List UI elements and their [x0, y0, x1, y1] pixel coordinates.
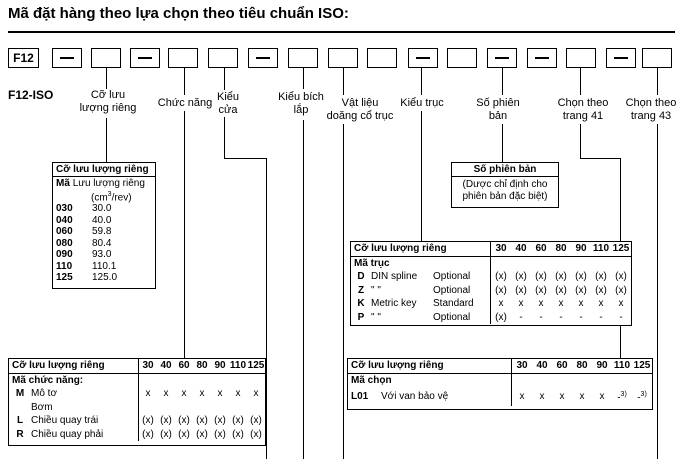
function-name: Chiều quay trái — [31, 414, 139, 428]
function-availability — [229, 401, 247, 415]
empty-cell — [511, 257, 531, 271]
displacement-table-header: Cỡ lưu lượng riêng — [53, 163, 155, 177]
displacement-value: 125.0 — [92, 272, 118, 284]
table-subheader-row — [348, 374, 652, 388]
empty-cell — [247, 374, 265, 388]
shaft-availability: - — [619, 311, 623, 323]
empty-cell — [229, 374, 247, 388]
label-seal: Vật liệu doăng cổ trục — [326, 97, 394, 122]
code-box-dash — [487, 48, 517, 68]
shaft-availability: x — [578, 298, 584, 309]
version-table-header: Số phiên bản — [452, 163, 558, 177]
shaft-code: Z — [357, 284, 365, 296]
label-option43: Chọn theo trang 43 — [625, 97, 677, 122]
function-table — [8, 358, 266, 446]
size-header: 110 — [229, 359, 247, 374]
function-availability: x — [253, 388, 259, 399]
code-box-type — [208, 48, 238, 68]
function-availability: x — [163, 388, 169, 399]
code-box-option41 — [566, 48, 596, 68]
shaft-availability: (x) — [575, 271, 587, 282]
shaft-availability: (x) — [615, 271, 627, 282]
size-header: 80 — [572, 359, 592, 374]
shaft-availability: x — [518, 298, 524, 309]
shaft-code: P — [357, 311, 365, 323]
shaft-availability: x — [618, 298, 624, 309]
function-availability: (x) — [250, 415, 262, 426]
function-code: R — [16, 428, 24, 440]
displacement-value: 40.0 — [92, 214, 112, 226]
shaft-name: " " — [371, 311, 381, 323]
table-subheader: Mã trục — [351, 257, 491, 271]
displacement-code: 040 — [56, 214, 73, 226]
displacement-code: 090 — [56, 249, 73, 261]
table-header-row — [9, 359, 265, 374]
label-port-type: Kiểu cửa — [216, 91, 240, 116]
function-availability: (x) — [142, 428, 154, 440]
table-header: Cỡ lưu lượng riêng — [348, 359, 512, 374]
option-availability: x — [599, 390, 605, 402]
function-table-grid — [9, 359, 265, 441]
shaft-availability: (x) — [515, 271, 527, 282]
function-availability: x — [199, 388, 205, 399]
version-table-note: (Dược chỉ định cho phiên bản đặc biệt) — [462, 179, 548, 202]
shaft-row — [351, 270, 631, 284]
function-availability: (x) — [178, 415, 190, 426]
version-table — [451, 162, 559, 208]
size-header: 80 — [193, 359, 211, 374]
code-box-shaft — [367, 48, 397, 68]
empty-cell — [552, 374, 572, 388]
function-availability — [157, 401, 175, 415]
empty-cell — [591, 257, 611, 271]
function-availability: (x) — [160, 415, 172, 426]
function-code — [9, 401, 31, 415]
empty-cell — [611, 257, 631, 271]
code-box-dash — [130, 48, 160, 68]
option-availability: x — [539, 390, 545, 402]
empty-cell — [592, 374, 612, 388]
option-name: Với van bảo vệ — [381, 387, 512, 406]
displacement-row — [56, 261, 117, 273]
size-header: 125 — [247, 359, 265, 374]
shaft-name: " " — [371, 284, 381, 296]
table-subheader-row — [351, 257, 631, 271]
displacement-row — [56, 215, 117, 227]
code-box-flange — [288, 48, 318, 68]
function-availability — [175, 401, 193, 415]
shaft-availability: (x) — [595, 284, 607, 296]
function-availability: (x) — [232, 415, 244, 426]
size-header: 30 — [512, 359, 533, 374]
function-availability: (x) — [214, 428, 226, 440]
empty-cell — [572, 374, 592, 388]
displacement-code: 110 — [56, 260, 73, 272]
displacement-value: 59.8 — [92, 226, 112, 238]
shaft-option: Optional — [433, 284, 491, 298]
option-availability: x — [579, 390, 585, 402]
options-table-grid — [348, 359, 652, 406]
size-header: 90 — [592, 359, 612, 374]
size-header: 80 — [551, 242, 571, 257]
code-box-displacement — [91, 48, 121, 68]
label-function: Chức năng — [157, 97, 213, 109]
shaft-availability: (x) — [575, 284, 587, 296]
size-header: 30 — [139, 359, 158, 374]
displacement-col-value: Lưu lượng riêng — [72, 178, 145, 189]
shaft-code: D — [357, 271, 365, 282]
displacement-value: 93.0 — [92, 249, 112, 261]
function-availability: (x) — [196, 428, 208, 440]
function-row — [9, 387, 265, 401]
label-shaft: Kiểu trục — [400, 97, 444, 109]
empty-cell — [139, 374, 158, 388]
function-name: Bơm — [31, 401, 139, 415]
displacement-table — [52, 162, 156, 289]
shaft-name: DIN spline — [371, 271, 418, 282]
size-header: 40 — [532, 359, 552, 374]
shaft-availability: (x) — [495, 271, 507, 282]
label-flange: Kiểu bích lắp — [278, 91, 324, 116]
function-availability — [193, 401, 211, 415]
size-header: 110 — [612, 359, 632, 374]
size-header: 90 — [571, 242, 591, 257]
empty-cell — [512, 374, 533, 388]
shaft-option: Optional — [433, 311, 491, 325]
displacement-row — [56, 226, 117, 238]
code-box-dash — [248, 48, 278, 68]
page-title: Mã đặt hàng theo lựa chọn theo tiêu chuẩn ISO: — [8, 5, 349, 22]
empty-cell — [551, 257, 571, 271]
table-header: Cỡ lưu lượng riêng — [351, 242, 491, 257]
function-availability: (x) — [196, 415, 208, 426]
displacement-code: 030 — [56, 203, 73, 215]
displacement-value: 30.0 — [92, 203, 112, 215]
code-box-model: F12 — [8, 48, 39, 68]
displacement-code: 060 — [56, 226, 73, 238]
shaft-availability: (x) — [535, 284, 547, 296]
empty-cell — [157, 374, 175, 388]
function-row — [9, 401, 265, 415]
function-availability: (x) — [142, 415, 154, 426]
displacement-rows — [56, 203, 117, 284]
shaft-table — [350, 241, 632, 326]
shaft-availability: (x) — [615, 284, 627, 296]
shaft-availability: - — [539, 311, 543, 323]
shaft-availability: (x) — [555, 271, 567, 282]
code-box-version — [447, 48, 477, 68]
shaft-row — [351, 297, 631, 311]
title-underline — [8, 31, 675, 33]
displacement-row — [56, 238, 117, 250]
shaft-availability: - — [519, 311, 523, 323]
function-availability: x — [217, 388, 223, 399]
function-availability — [139, 401, 158, 415]
empty-cell — [175, 374, 193, 388]
shaft-availability: - — [599, 311, 603, 323]
size-header: 90 — [211, 359, 229, 374]
displacement-row — [56, 203, 117, 215]
function-code: L — [16, 415, 24, 426]
shaft-availability: x — [598, 298, 604, 309]
label-version: Số phiên bản — [476, 97, 520, 122]
label-displacement: Cỡ lưu lượng riêng — [79, 89, 137, 114]
option-code: L01 — [351, 390, 369, 402]
displacement-unit: $(cm^3/rev)$ — [91, 191, 132, 204]
function-code: M — [15, 388, 25, 399]
option-availability: x — [559, 390, 565, 402]
function-availability: (x) — [232, 428, 244, 440]
shaft-availability: (x) — [495, 284, 507, 296]
displacement-row — [56, 272, 117, 284]
table-subheader-row — [9, 374, 265, 388]
code-box-option43 — [642, 48, 672, 68]
shaft-availability: x — [558, 298, 564, 309]
displacement-code: 125 — [56, 272, 73, 284]
shaft-availability: (x) — [595, 271, 607, 282]
function-availability — [211, 401, 229, 415]
size-header: 125 — [632, 359, 652, 374]
options-table — [347, 358, 653, 410]
displacement-code: 080 — [56, 237, 73, 249]
size-header: 60 — [175, 359, 193, 374]
table-header-row — [348, 359, 652, 374]
size-header: 60 — [552, 359, 572, 374]
function-availability: x — [181, 388, 187, 399]
size-header: 40 — [511, 242, 531, 257]
function-availability: (x) — [178, 428, 190, 440]
function-availability: x — [145, 388, 151, 399]
function-name: Mô tơ — [31, 387, 139, 401]
function-row — [9, 428, 265, 442]
code-box-dash — [408, 48, 438, 68]
table-subheader: Mã chức năng: — [9, 374, 139, 388]
code-box-dash — [527, 48, 557, 68]
empty-cell — [211, 374, 229, 388]
displacement-col-code: Mã — [56, 178, 70, 189]
empty-cell — [612, 374, 632, 388]
function-availability: (x) — [214, 415, 226, 426]
label-option41: Chọn theo trang 41 — [557, 97, 609, 122]
empty-cell — [532, 374, 552, 388]
shaft-availability: (x) — [515, 284, 527, 296]
code-box-function — [168, 48, 198, 68]
shaft-option: Standard — [433, 297, 491, 311]
size-header: 60 — [531, 242, 551, 257]
displacement-row — [56, 249, 117, 261]
empty-cell — [632, 374, 652, 388]
option-availability: x — [519, 390, 525, 402]
size-header: 40 — [157, 359, 175, 374]
shaft-availability: x — [538, 298, 544, 309]
function-row — [9, 414, 265, 428]
table-subheader: Mã chọn — [348, 374, 512, 388]
code-box-dash — [606, 48, 636, 68]
table-header: Cỡ lưu lượng riêng — [9, 359, 139, 374]
function-availability: (x) — [250, 428, 262, 440]
function-availability: (x) — [160, 428, 172, 440]
displacement-value: 110.1 — [92, 260, 117, 272]
empty-cell — [531, 257, 551, 271]
shaft-code: K — [357, 298, 365, 309]
size-header: 125 — [611, 242, 631, 257]
shaft-table-grid — [351, 242, 631, 324]
shaft-row — [351, 311, 631, 325]
shaft-availability: x — [498, 298, 504, 309]
shaft-availability: - — [559, 311, 563, 323]
shaft-availability: (x) — [555, 284, 567, 296]
option-row — [348, 387, 652, 406]
shaft-availability: (x) — [495, 311, 507, 323]
code-box-seal — [328, 48, 358, 68]
shaft-name: Metric key — [371, 298, 417, 309]
empty-cell — [491, 257, 512, 271]
option-availability: -$^{3)}$ — [637, 391, 647, 404]
size-header: 110 — [591, 242, 611, 257]
shaft-row — [351, 284, 631, 298]
function-availability — [247, 401, 265, 415]
code-box-dash — [52, 48, 82, 68]
shaft-availability: - — [579, 311, 583, 323]
function-name: Chiều quay phải — [31, 428, 139, 442]
model-label: F12-ISO — [8, 88, 54, 102]
table-header-row — [351, 242, 631, 257]
shaft-option: Optional — [433, 270, 491, 284]
function-availability: x — [235, 388, 241, 399]
empty-cell — [193, 374, 211, 388]
size-header: 30 — [491, 242, 512, 257]
option-availability: -$^{3)}$ — [617, 391, 627, 404]
displacement-value: 80.4 — [92, 237, 112, 249]
empty-cell — [571, 257, 591, 271]
shaft-availability: (x) — [535, 271, 547, 282]
